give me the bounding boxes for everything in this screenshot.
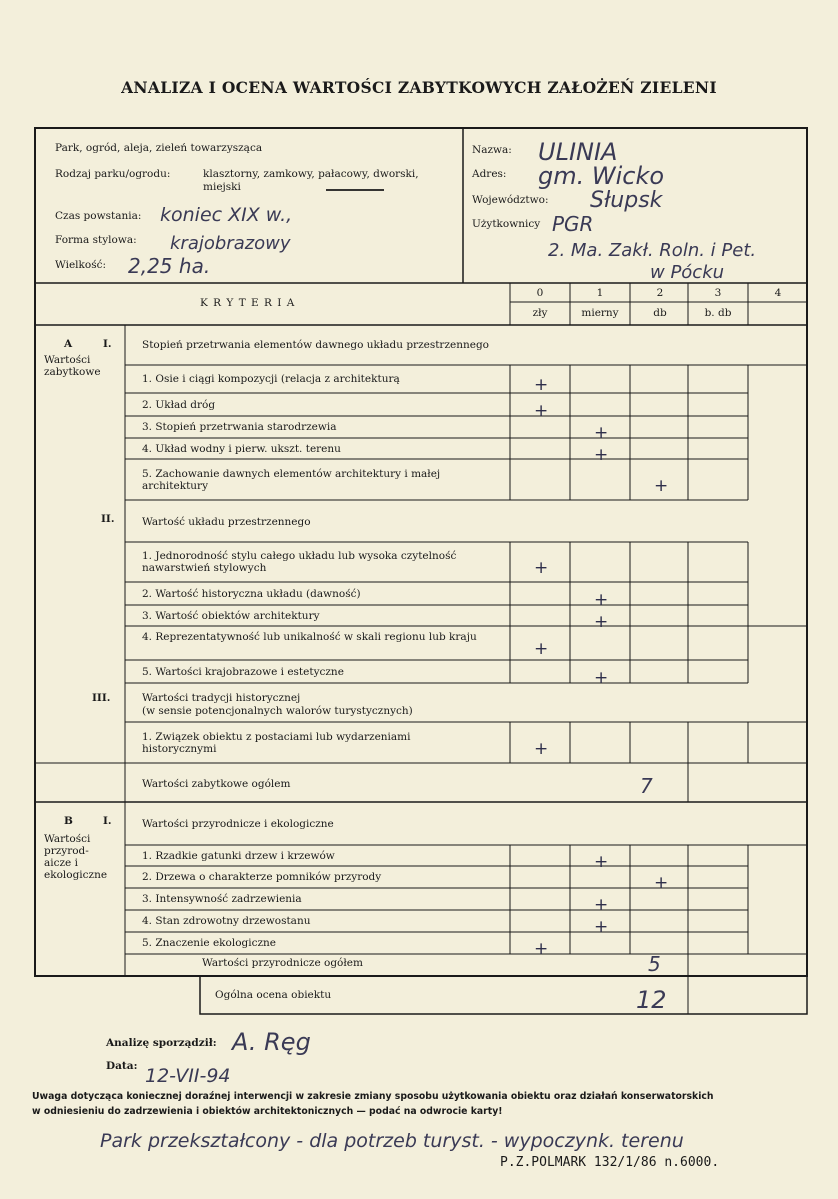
group2-mark-4: +	[534, 639, 549, 659]
score-number-4: 4	[774, 287, 782, 299]
section-b-total-value: 5	[648, 952, 661, 976]
rodzaj-label: Rodzaj parku/ogrodu:	[55, 168, 171, 180]
section-a-total-label: Wartości zabytkowe ogólem	[142, 778, 291, 790]
data-value: 12-VII-94	[145, 1065, 231, 1087]
group2-item-2: 2. Wartość historyczna układu (dawność)	[142, 587, 361, 600]
section-b-letter: B	[64, 815, 73, 827]
section-b-title: Wartości przyrodnicze i ekologiczne	[142, 818, 334, 830]
section-b-mark-2: +	[654, 873, 669, 893]
section-a-label: Wartości zabytkowe	[44, 354, 101, 378]
criteria-header: K R Y T E R I A	[200, 297, 296, 309]
group3-title-line2: (w sensie potencjonalnych walorów turystycznych)	[142, 705, 413, 717]
wielkosc-label: Wielkość:	[55, 259, 107, 271]
group1-item-4: 4. Układ wodny i pierw. ukszt. terenu	[142, 442, 341, 455]
nazwa-label: Nazwa:	[472, 144, 512, 156]
czas-value: koniec XIX w.,	[160, 204, 293, 226]
score-number-2: 2	[656, 287, 664, 299]
rodzaj-options-line1: klasztorny, zamkowy, pałacowy, dworski,	[203, 168, 419, 180]
group2-item-5: 5. Wartości krajobrazowe i estetyczne	[142, 665, 344, 678]
group2-item-4: 4. Reprezentatywność lub unikalność w skali regionu lub kraju	[142, 631, 477, 643]
rodzaj-options-line2: miejski	[203, 181, 241, 193]
group2-mark-1: +	[534, 558, 549, 578]
nazwa-value: ULINIA	[538, 138, 618, 166]
forma-value: krajobrazowy	[170, 233, 291, 254]
group2-roman: II.	[101, 513, 115, 525]
analiza-value: A. Ręg	[232, 1028, 311, 1056]
score-word-3: b. db	[704, 307, 732, 319]
group2-mark-2: +	[594, 589, 609, 610]
score-word-1: mierny	[581, 307, 619, 319]
print-code: P.Z.POLMARK 132/1/86 n.6000.	[500, 1155, 720, 1170]
group3-title-line1: Wartości tradycji historycznej	[142, 692, 301, 704]
uzytkownicy-value-2: 2. Ma. Zakł. Roln. i Pet.	[548, 240, 757, 261]
section-b-roman: I.	[103, 815, 112, 827]
section-b-label: Wartości przyrod-aicze i ekologiczne	[44, 833, 108, 881]
uzytkownicy-value-3: w Pócku	[650, 262, 725, 283]
park-type-label: Park, ogród, aleja, zieleń towarzysząca	[55, 142, 263, 154]
group1-mark-1: +	[534, 375, 549, 395]
section-a-total-value: 7	[640, 774, 653, 798]
wielkosc-value: 2,25 ha.	[128, 254, 211, 278]
score-word-0: zły	[532, 307, 548, 319]
section-b-item-1: 1. Rzadkie gatunki drzew i krzewów	[142, 849, 335, 862]
group1-title: Stopień przetrwania elementów dawnego układu przestrzennego	[142, 339, 489, 351]
handwritten-note: Park przekształcony - dla potrzeb turyst. - wypoczynk. terenu	[100, 1130, 684, 1152]
group1-item-3: 3. Stopień przetrwania starodrzewia	[142, 421, 337, 433]
overall-value: 12	[636, 986, 667, 1014]
uzytkownicy-value: PGR	[552, 212, 594, 236]
analiza-label: Analizę sporządził:	[106, 1037, 217, 1049]
group1-mark-2: +	[534, 400, 549, 421]
adres-label: Adres:	[472, 168, 507, 180]
section-b-mark-5: +	[534, 939, 549, 959]
adres-value: gm. Wicko	[538, 162, 665, 190]
section-b-item-5: 5. Znaczenie ekologiczne	[142, 937, 277, 949]
group2-title: Wartość układu przestrzennego	[142, 516, 311, 528]
group1-item-5: 5. Zachowanie dawnych elementów architektury i małej architektury	[142, 467, 441, 492]
wojewodztwo-label: Województwo:	[472, 194, 549, 206]
section-b-mark-1: +	[594, 851, 609, 872]
score-number-0: 0	[536, 287, 544, 299]
group2-mark-5: +	[594, 667, 609, 688]
score-number-3: 3	[714, 287, 722, 299]
uwaga-line2: w odniesieniu do zadrzewienia i obiektów architektonicznych — podać na odwrocie karty!	[32, 1106, 503, 1117]
group3-item-1: 1. Związek obiektu z postaciami lub wydarzeniami historycznymi	[142, 730, 411, 755]
section-b-item-3: 3. Intensywność zadrzewienia	[142, 893, 302, 905]
wojewodztwo-value: Słupsk	[590, 188, 663, 213]
uzytkownicy-label: Użytkownicy	[472, 218, 541, 230]
section-b-item-2: 2. Drzewa o charakterze pomników przyrody	[142, 871, 382, 883]
forma-label: Forma stylowa:	[55, 234, 137, 246]
section-b-mark-3: +	[594, 895, 609, 915]
data-label: Data:	[106, 1060, 138, 1072]
section-b-item-4: 4. Stan zdrowotny drzewostanu	[142, 915, 311, 927]
section-a-letter: A	[64, 338, 73, 350]
score-word-2: db	[653, 307, 667, 319]
section-a-roman: I.	[103, 338, 112, 350]
group1-item-1: 1. Osie i ciągi kompozycji (relacja z architekturą	[142, 373, 400, 385]
czas-label: Czas powstania:	[55, 210, 142, 222]
group1-mark-4: +	[594, 444, 609, 465]
section-b-total-label: Wartości przyrodnicze ogółem	[202, 957, 363, 969]
uwaga-line1: Uwaga dotycząca koniecznej doraźnej interwencji w zakresie zmiany sposobu użytkowania obiektu oraz działań konserwatorskich	[32, 1091, 714, 1102]
uwaga-text	[32, 1089, 822, 1119]
form-title: ANALIZA I OCENA WARTOŚCI ZABYTKOWYCH ZAŁOŻEŃ ZIELENI	[121, 78, 717, 97]
group1-mark-5: +	[654, 475, 669, 496]
group3-mark-1: +	[534, 738, 549, 759]
group2-mark-3: +	[594, 611, 609, 632]
score-number-1: 1	[596, 287, 604, 299]
group1-mark-3: +	[594, 423, 609, 443]
overall-label: Ogólna ocena obiektu	[215, 989, 332, 1001]
group1-item-2: 2. Układ dróg	[142, 398, 216, 411]
group3-roman: III.	[92, 692, 111, 704]
section-b-mark-4: +	[594, 917, 609, 937]
group2-item-3: 3. Wartość obiektów architektury	[142, 609, 320, 622]
group2-item-1: 1. Jednorodność stylu całego układu lub wysoka czytelność nawarstwień stylowych	[142, 550, 457, 574]
